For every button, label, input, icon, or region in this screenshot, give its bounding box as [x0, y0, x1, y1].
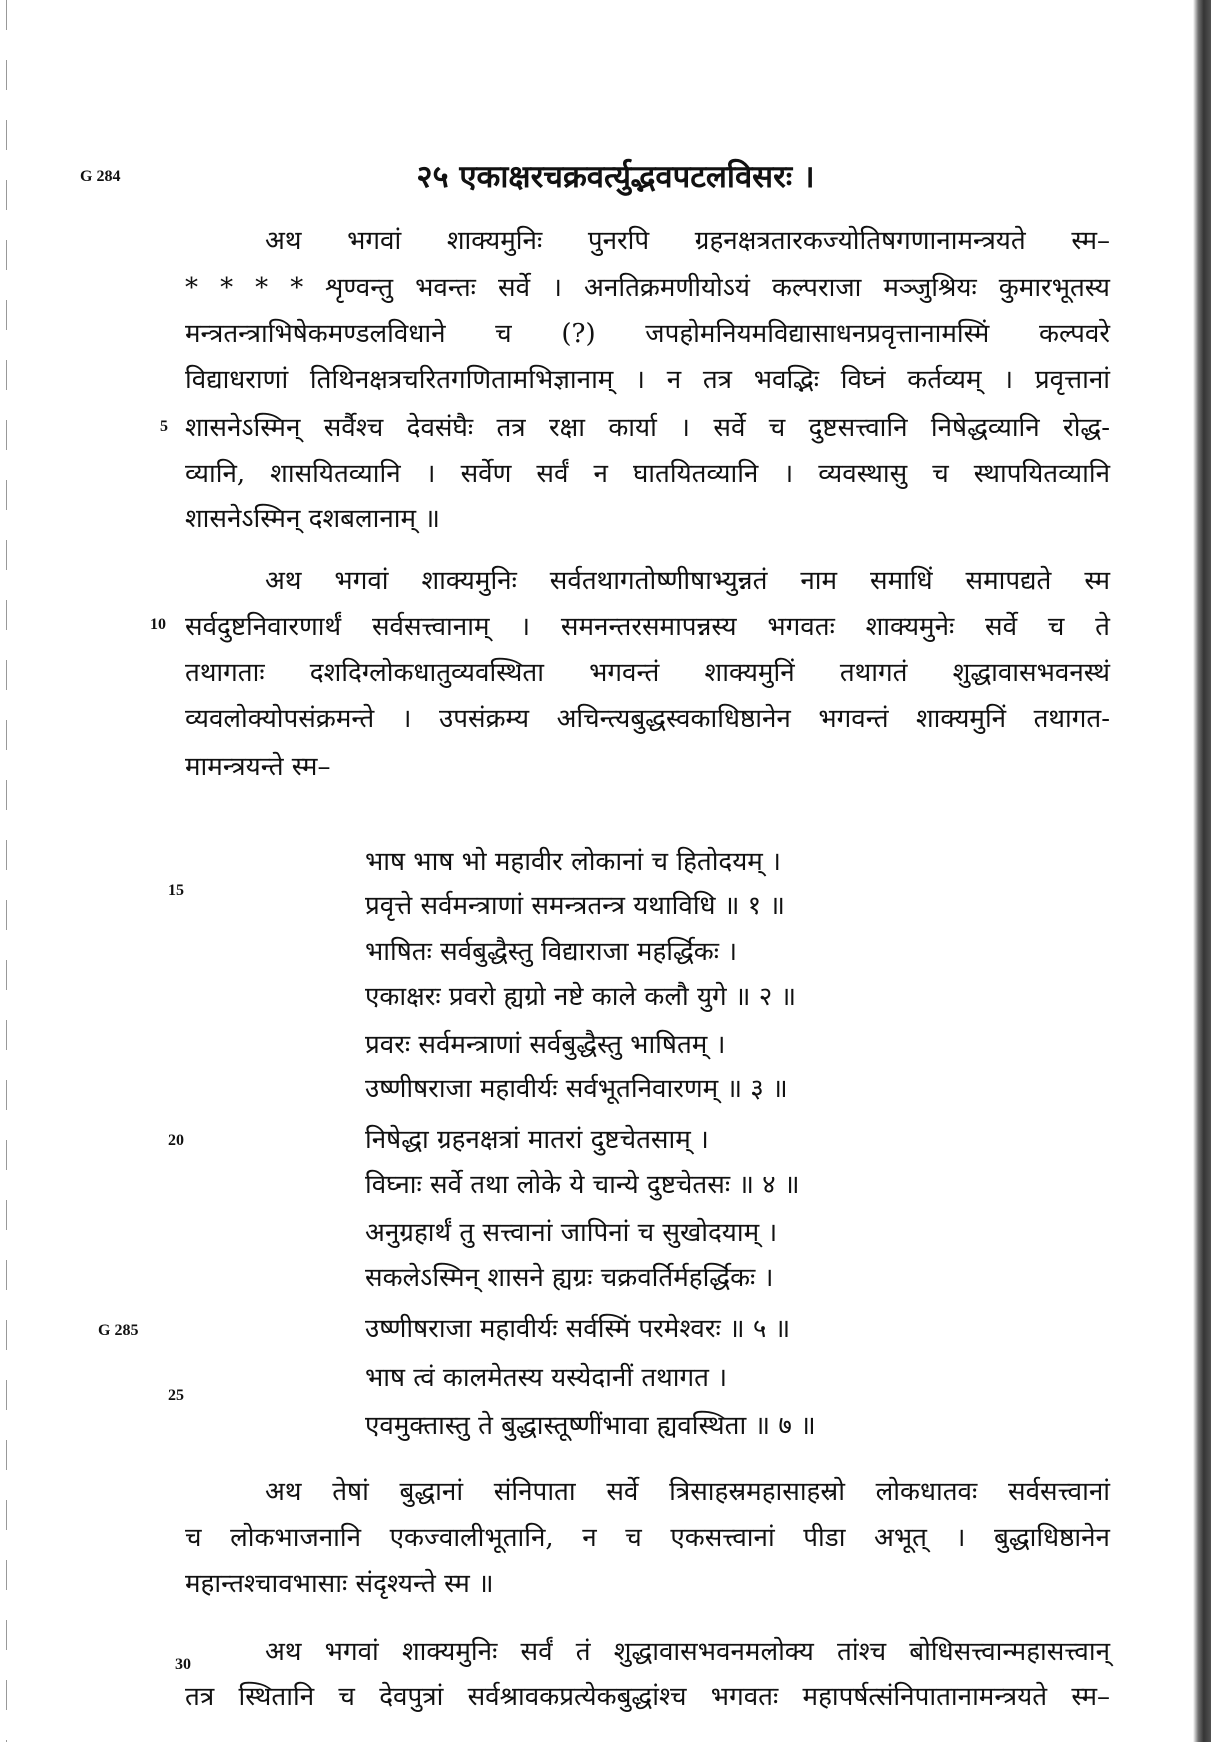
line-number: 25 [168, 1387, 184, 1404]
verse-line: निषेद्धा ग्रहनक्षत्रां मातरां दुष्टचेतसाम् । [365, 1125, 709, 1155]
paragraph-line: अथ भगवां शाक्यमुनिः सर्वं तं शुद्धावासभवनमलोक्य तांश्च बोधिसत्त्वान्महासत्त्वान् [265, 1637, 1110, 1667]
paragraph-line: मन्त्रतन्त्राभिषेकमण्डलविधाने च (?) जपहोमनियमविद्यासाधनप्रवृत्तानामस्मिं कल्पवरे [185, 319, 1110, 349]
paragraph-line: मामन्त्रयन्ते स्म– [185, 752, 331, 782]
scan-binding-edge [1193, 0, 1211, 1742]
verse-line: भाष भाष भो महावीर लोकानां च हितोदयम् । [365, 847, 781, 877]
line-number: 20 [168, 1132, 184, 1149]
paragraph-line: च लोकभाजनानि एकज्वालीभूतानि, न च एकसत्त्वानां पीडा अभूत् । बुद्धाधिष्ठानेन [185, 1523, 1110, 1553]
verse-line: एकाक्षरः प्रवरो ह्यग्रो नष्टे काले कलौ युगे ॥ २ ॥ [365, 982, 797, 1012]
paragraph-line: व्यवलोक्योपसंक्रमन्ते । उपसंक्रम्य अचिन्त्यबुद्धस्वकाधिष्ठानेन भगवन्तं शाक्यमुनिं तथागत- [185, 704, 1110, 734]
line-number: 30 [175, 1656, 191, 1673]
verse-line: उष्णीषराजा महावीर्यः सर्वस्मिं परमेश्वरः ॥ ५ ॥ [365, 1314, 791, 1344]
paragraph-line: विद्याधराणां तिथिनक्षत्रचरितगणितामभिज्ञानाम् । न तत्र भवद्भिः विघ्नं कर्तव्यम् । प्रवृत्तानां [185, 365, 1110, 395]
verse-line: उष्णीषराजा महावीर्यः सर्वभूतनिवारणम् ॥ ३ ॥ [365, 1074, 788, 1104]
line-number: 10 [150, 616, 166, 633]
scan-left-rule [6, 0, 7, 1742]
verse-line: एवमुक्तास्तु ते बुद्धास्तूष्णींभावा ह्यवस्थिता ॥ ७ ॥ [365, 1411, 816, 1441]
verse-line: प्रवृत्ते सर्वमन्त्राणां समन्त्रतन्त्र यथाविधि ॥ १ ॥ [365, 891, 786, 921]
paragraph-line: शासनेऽस्मिन् सर्वैश्च देवसंघैः तत्र रक्षा कार्या । सर्वे च दुष्टसत्त्वानि निषेद्धव्यानि रोद्ध- [185, 413, 1110, 443]
margin-ref-g284: G 284 [80, 168, 121, 185]
verse-line: भाष त्वं कालमेतस्य यस्येदानीं तथागत । [365, 1363, 728, 1393]
paragraph-line: अथ भगवां शाक्यमुनिः सर्वतथागतोष्णीषाभ्युन्नतं नाम समाधिं समापद्यते स्म [265, 566, 1110, 596]
paragraph-line: महान्तश्चावभासाः संदृश्यन्ते स्म ॥ [185, 1569, 494, 1599]
verse-line: विघ्नाः सर्वे तथा लोके ये चान्ये दुष्टचेतसः ॥ ४ ॥ [365, 1170, 800, 1200]
verse-line: भाषितः सर्वबुद्धैस्तु विद्याराजा महर्द्धिकः । [365, 937, 738, 967]
paragraph-line: अथ तेषां बुद्धानां संनिपाता सर्वे त्रिसाहस्रमहासाहस्रो लोकधातवः सर्वसत्त्वानां [265, 1477, 1110, 1507]
paragraph-line: व्यानि, शासयितव्यानि । सर्वेण सर्वं न घातयितव्यानि । व्यवस्थासु च स्थापयितव्यानि [185, 459, 1110, 489]
verse-line: अनुग्रहार्थं तु सत्त्वानां जापिनां च सुखोदयाम् । [365, 1218, 778, 1248]
paragraph-line: तत्र स्थितानि च देवपुत्रां सर्वश्रावकप्रत्येकबुद्धांश्च भगवतः महापर्षत्संनिपातानामन्त्रयते स्म– [185, 1682, 1110, 1712]
paragraph-line: * * * * शृण्वन्तु भवन्तः सर्वे । अनतिक्रमणीयोऽयं कल्पराजा मञ्जुश्रियः कुमारभूतस्य [185, 273, 1110, 303]
verse-line: प्रवरः सर्वमन्त्राणां सर्वबुद्धैस्तु भाषितम् । [365, 1030, 726, 1060]
margin-ref-g285: G 285 [98, 1322, 139, 1339]
paragraph-line: तथागताः दशदिग्लोकधातुव्यवस्थिता भगवन्तं शाक्यमुनिं तथागतं शुद्धावासभवनस्थं [185, 658, 1110, 688]
line-number: 15 [168, 882, 184, 899]
paragraph-line: शासनेऽस्मिन् दशबलानाम् ॥ [185, 504, 440, 534]
chapter-title: २५ एकाक्षरचक्रवर्त्युद्भवपटलविसरः । [416, 159, 815, 195]
paragraph-line: सर्वदुष्टनिवारणार्थं सर्वसत्त्वानाम् । समनन्तरसमापन्नस्य भगवतः शाक्यमुनेः सर्वे च ते [185, 612, 1110, 642]
verse-line: सकलेऽस्मिन् शासने ह्यग्रः चक्रवर्तिर्महर्द्धिकः । [365, 1263, 774, 1293]
paragraph-line: अथ भगवां शाक्यमुनिः पुनरपि ग्रहनक्षत्रतारकज्योतिषगणानामन्त्रयते स्म– [265, 226, 1110, 256]
line-number: 5 [160, 418, 168, 435]
